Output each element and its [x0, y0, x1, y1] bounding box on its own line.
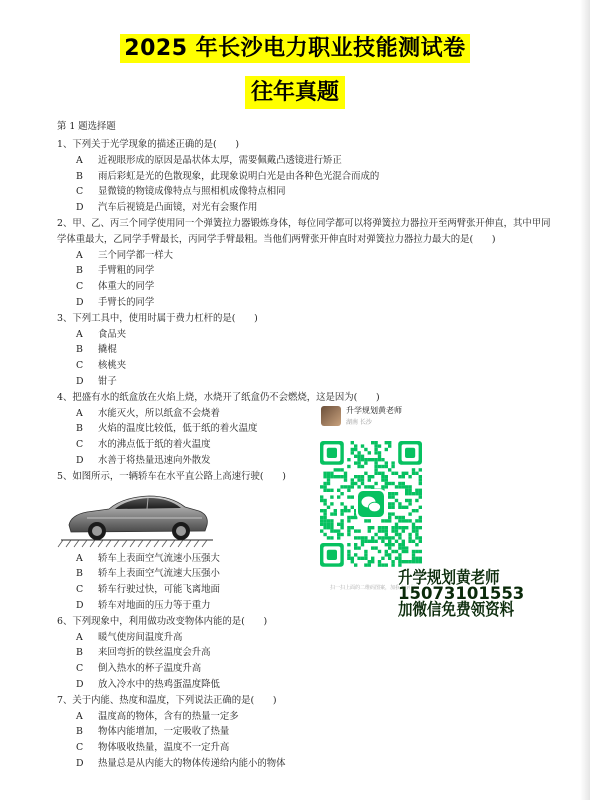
- option-c[interactable]: [57, 184, 557, 200]
- option-c[interactable]: [57, 279, 557, 295]
- option-c[interactable]: [57, 437, 557, 453]
- question-text: 6、下列现象中，利用做功改变物体内能的是( ): [57, 615, 268, 627]
- option-letter: B: [76, 344, 83, 356]
- option-letter: A: [76, 154, 83, 166]
- option-text: 倒入热水的杯子温度升高: [98, 663, 202, 675]
- option-letter: B: [76, 726, 83, 738]
- option-a[interactable]: [57, 327, 557, 343]
- option-text: 水能灭火，所以纸盒不会烧着: [98, 407, 220, 419]
- page-title-wrap: [0, 34, 590, 63]
- question-4: [57, 390, 557, 469]
- option-letter: D: [76, 454, 84, 466]
- option-d[interactable]: [57, 374, 557, 390]
- option-d[interactable]: [57, 200, 557, 216]
- qr-contact-region: 湖南 长沙: [346, 419, 372, 426]
- option-letter: C: [76, 439, 84, 451]
- option-text: 显微镜的物镜成像特点与照相机成像特点相同: [98, 186, 286, 198]
- option-letter: C: [76, 186, 84, 198]
- question-3: [57, 311, 557, 390]
- option-d[interactable]: [57, 453, 557, 469]
- option-text: 汽车后视镜是凸面镜，对光有会聚作用: [98, 202, 258, 214]
- option-letter: C: [76, 360, 84, 372]
- option-a[interactable]: [57, 630, 557, 646]
- option-d[interactable]: [57, 677, 557, 693]
- option-d[interactable]: [57, 756, 557, 772]
- option-letter: D: [76, 202, 84, 214]
- option-letter: C: [76, 663, 84, 675]
- question-text: 3、下列工具中，使用时属于费力杠杆的是( ): [57, 312, 258, 324]
- option-letter: D: [76, 757, 84, 769]
- promo-phone: 15073101553: [398, 584, 525, 603]
- option-letter: B: [76, 170, 83, 182]
- qr-footer-text: 扫一扫上面的二维码图案，加我为朋友。: [330, 585, 421, 591]
- option-b[interactable]: [57, 724, 557, 740]
- option-a[interactable]: [57, 551, 557, 567]
- option-letter: C: [76, 584, 84, 596]
- option-letter: D: [76, 375, 84, 387]
- page-subtitle: 往年真题: [245, 76, 345, 109]
- question-text: 2、甲、乙、丙三个同学使用同一个弹簧拉力器锻炼身体，每位同学都可以将弹簧拉力器拉开至两臂张开伸直，其中甲同学体重最大，乙同学手臂最长，丙同学手臂最粗。当他们两臂张开伸直时对弹簧拉力器拉力最大的是( ): [57, 217, 551, 245]
- option-text: 来回弯折的铁丝温度会升高: [98, 647, 211, 659]
- option-c[interactable]: [57, 358, 557, 374]
- option-letter: B: [76, 265, 83, 277]
- option-letter: C: [76, 281, 84, 293]
- option-text: 食品夹: [98, 328, 127, 340]
- option-d[interactable]: [57, 295, 557, 311]
- question-text: 4、把盛有水的纸盒放在火焰上烧，水烧开了纸盒仍不会燃烧，这是因为( ): [57, 391, 380, 403]
- car-illustration: [57, 485, 217, 551]
- promo-cta: 加微信免费领资料: [398, 600, 515, 619]
- option-text: 轿车行驶过快，可能飞离地面: [98, 584, 220, 596]
- option-a[interactable]: [57, 153, 557, 169]
- option-letter: D: [76, 296, 84, 308]
- option-text: 物体吸收热量，温度不一定升高: [98, 742, 230, 754]
- question-text: 7、关于内能、热度和温度，下列说法正确的是( ): [57, 694, 277, 706]
- question-list: [57, 119, 557, 772]
- option-a[interactable]: [57, 406, 557, 422]
- page-edge-shadow: [580, 0, 590, 800]
- option-text: 水的沸点低于纸的着火温度: [98, 439, 211, 451]
- option-b[interactable]: [57, 169, 557, 185]
- option-letter: A: [76, 328, 83, 340]
- option-letter: A: [76, 407, 83, 419]
- option-text: 体重大的同学: [98, 281, 155, 293]
- option-text: 放入冷水中的热鸡蛋温度降低: [98, 678, 220, 690]
- option-letter: B: [76, 423, 83, 435]
- option-text: 手臂长的同学: [98, 296, 155, 308]
- question-text: 5、如图所示，一辆轿车在水平直公路上高速行驶( ): [57, 470, 286, 482]
- option-text: 近视眼形成的原因是晶状体太厚，需要佩戴凸透镜进行矫正: [98, 154, 342, 166]
- option-letter: A: [76, 552, 83, 564]
- option-text: 撬棍: [98, 344, 117, 356]
- option-b[interactable]: [57, 421, 557, 437]
- option-text: 手臂粗的同学: [98, 265, 155, 277]
- question-2: [57, 216, 557, 311]
- option-letter: C: [76, 742, 84, 754]
- option-letter: B: [76, 647, 83, 659]
- section-label: 第 1 题选择题: [57, 121, 116, 132]
- option-text: 钳子: [98, 375, 117, 387]
- option-text: 核桃夹: [98, 360, 127, 372]
- avatar: [321, 406, 341, 426]
- option-text: 三个同学都一样大: [98, 249, 174, 261]
- promo-overlay: [398, 570, 530, 618]
- option-text: 雨后彩虹是光的色散现象，此现象说明白光是由各种色光混合而成的: [98, 170, 380, 182]
- car-figure: [57, 485, 557, 551]
- question-7: [57, 693, 557, 772]
- option-text: 轿车对地面的压力等于重力: [98, 599, 211, 611]
- option-text: 温度高的物体，含有的热量一定多: [98, 710, 239, 722]
- option-text: 暖气使房间温度升高: [98, 631, 183, 643]
- question-text: 1、下列关于光学现象的描述正确的是( ): [57, 139, 240, 150]
- option-c[interactable]: [57, 740, 557, 756]
- question-1: [57, 137, 557, 216]
- option-letter: D: [76, 678, 84, 690]
- question-6: [57, 614, 557, 693]
- option-a[interactable]: [57, 248, 557, 264]
- page-subtitle-wrap: [0, 76, 590, 109]
- qr-code-icon[interactable]: [320, 441, 422, 567]
- option-letter: A: [76, 249, 83, 261]
- page-title: 2025 年长沙电力职业技能测试卷: [120, 34, 469, 63]
- option-b[interactable]: [57, 342, 557, 358]
- option-text: 火焰的温度比较低，低于纸的着火温度: [98, 423, 258, 435]
- option-b[interactable]: [57, 263, 557, 279]
- option-a[interactable]: [57, 709, 557, 725]
- promo-name: 升学规划黄老师: [398, 568, 500, 587]
- option-text: 水善于将热量迅速向外散发: [98, 454, 211, 466]
- option-letter: A: [76, 710, 83, 722]
- qr-contact-name: 升学规划黄老师: [346, 406, 402, 415]
- option-letter: A: [76, 631, 83, 643]
- option-letter: D: [76, 599, 84, 611]
- option-letter: B: [76, 568, 83, 580]
- option-text: 轿车上表面空气流速小压强大: [98, 552, 220, 564]
- option-text: 物体内能增加，一定吸收了热量: [98, 726, 230, 738]
- option-text: 热量总是从内能大的物体传递给内能小的物体: [98, 757, 286, 769]
- option-b[interactable]: [57, 645, 557, 661]
- option-text: 轿车上表面空气流速大压强小: [98, 568, 220, 580]
- option-c[interactable]: [57, 661, 557, 677]
